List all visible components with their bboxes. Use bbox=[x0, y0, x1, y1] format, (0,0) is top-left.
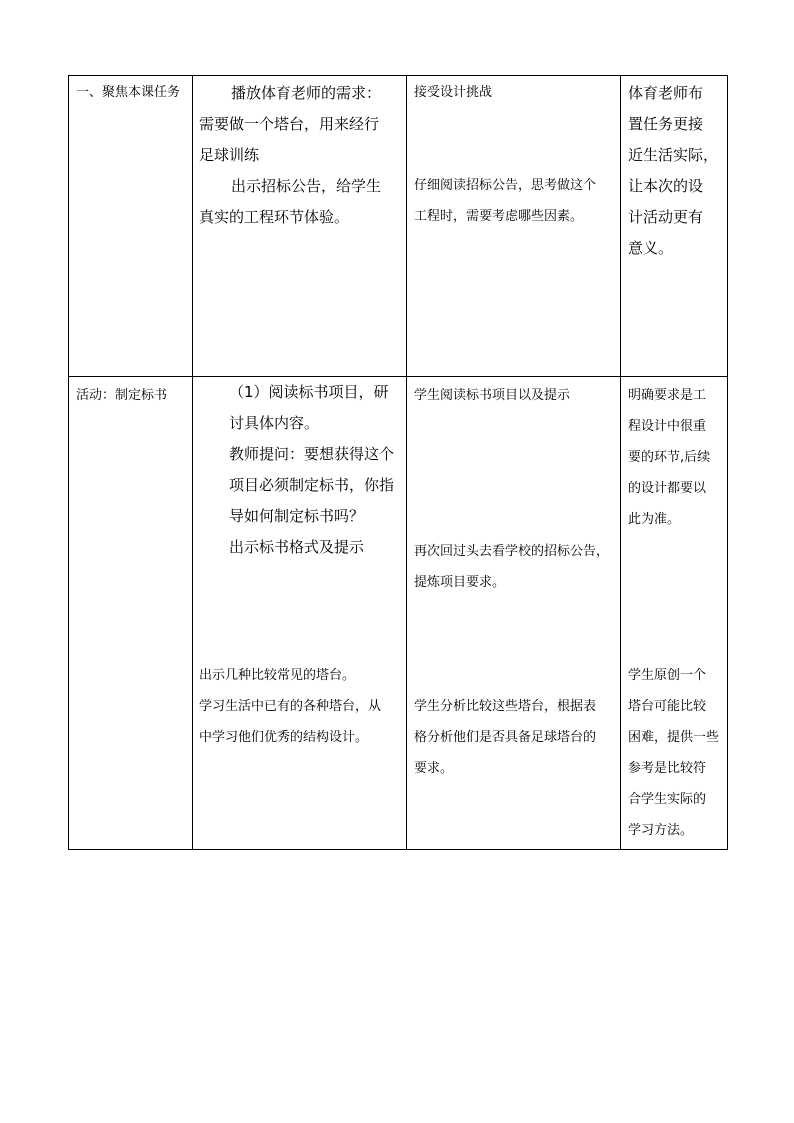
cell-student-activity: 学生阅读标书项目以及提示 再次回过头去看学校的招标公告， 提炼项目要求。 学生分析比较这些塔台，根据表 格分析他们是否具备足球塔台的 要求。 bbox=[407, 377, 621, 850]
stage-title: 活动：制定标书 bbox=[76, 388, 168, 403]
cell-design-intent: 体育老师布 置任务更接 近生活实际， 让本次的设 计活动更有 意义。 bbox=[621, 76, 728, 377]
cell-teacher-activity: 播放体育老师的需求： 需要做一个塔台，用来经行 足球训练 出示招标公告，给学生 真实的工程环节体验。 bbox=[193, 76, 407, 377]
cell-student-activity: 接受设计挑战 仔细阅读招标公告，思考做这个 工程时，需要考虑哪些因素。 bbox=[407, 76, 621, 377]
table-row bbox=[69, 76, 728, 377]
lesson-plan-table bbox=[68, 75, 728, 850]
stage-title: 一、聚焦本课任务 bbox=[76, 85, 181, 100]
cell-design-intent: 明确要求是工 程设计中很重 要的环节,后续 的设计都要以 此为准。 学生原创一个 塔台可能比较 困难，提供一些 参考是比较符 合学生实际的 学习方法。 bbox=[621, 377, 728, 850]
cell-teacher-activity: （1）阅读标书项目，研 讨具体内容。 教师提问：要想获得这个 项目必须制定标书，你指 导如何制定标书吗？ 出示标书格式及提示 出示几种比较常见的塔台。 学习生活中已有的各种塔台，从 中学习他们优秀的结构设计。 bbox=[193, 377, 407, 850]
cell-stage bbox=[69, 76, 193, 377]
table-row bbox=[69, 377, 728, 850]
cell-stage bbox=[69, 377, 193, 850]
